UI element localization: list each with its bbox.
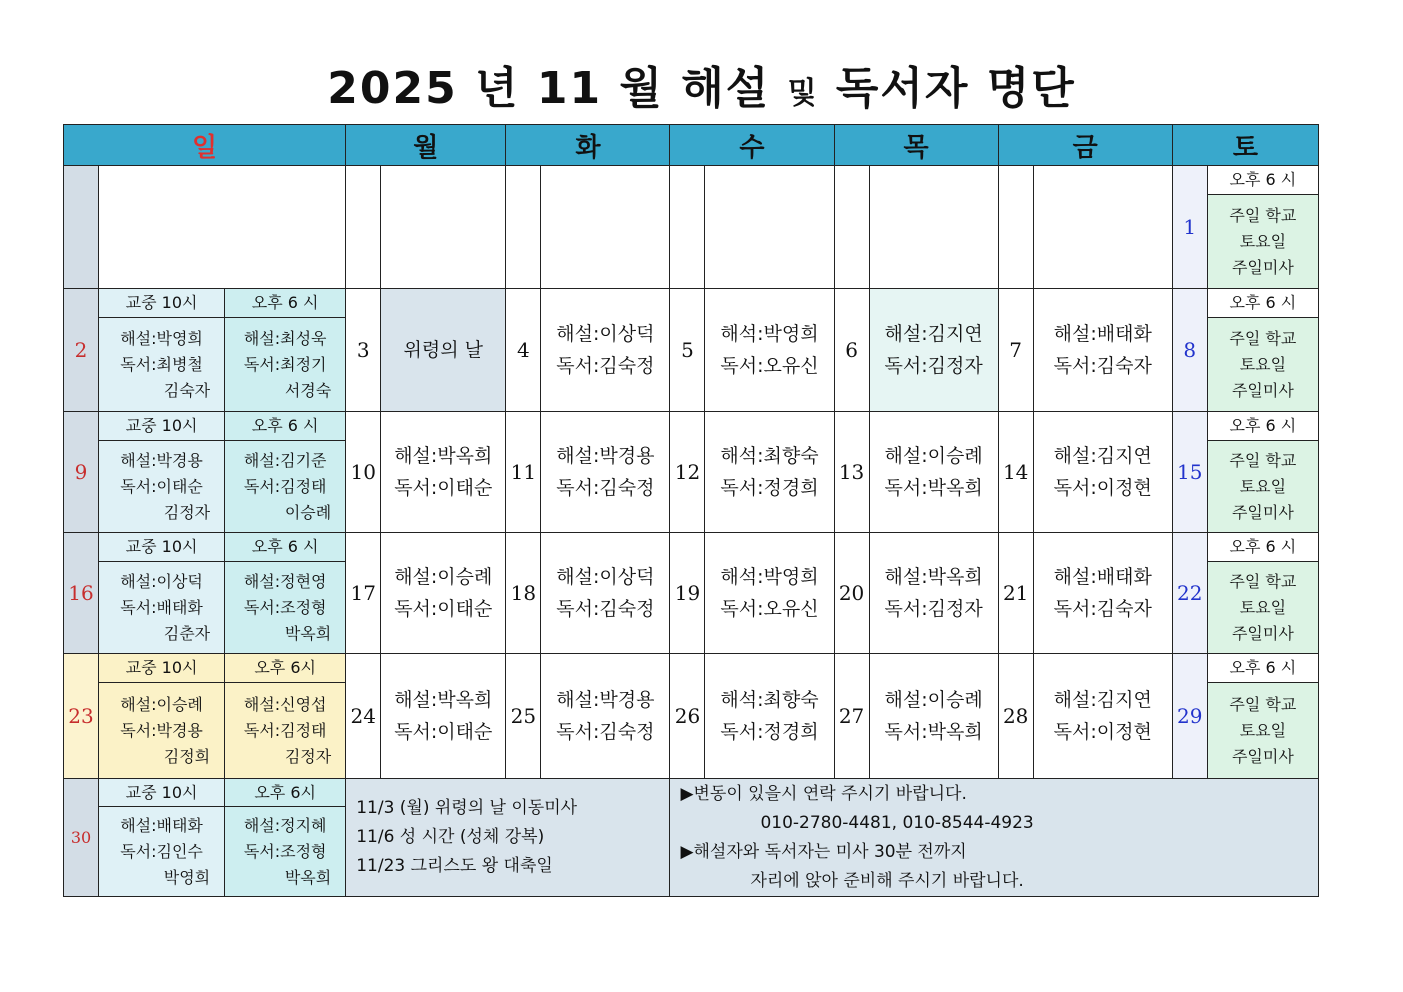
day-number: 17 — [346, 533, 381, 654]
day-entry: 해설:김지연 독서:이정현 — [1033, 412, 1172, 533]
sun-morning-head: 교중 10시 — [99, 779, 225, 807]
day-number: 26 — [670, 654, 705, 779]
day-number: 6 — [834, 289, 869, 412]
sun-morning-entry: 해설:이승례 독서:박경용 김정희 — [99, 683, 225, 779]
sun-morning-head: 교중 10시 — [99, 289, 225, 318]
day-entry: 해설:이승례 독서:박옥희 — [869, 412, 998, 533]
events-box: 11/3 (월) 위령의 날 이동미사 11/6 성 시간 (성체 강복) 11/23 그리스도 왕 대축일 — [346, 779, 670, 897]
day-entry: 해석:최향숙 독서:정경희 — [705, 654, 834, 779]
empty-day-num — [506, 166, 541, 289]
week-row — [64, 412, 1319, 441]
day-number: 7 — [998, 289, 1033, 412]
sun-evening-head: 오후 6 시 — [225, 533, 346, 562]
day-number: 13 — [834, 412, 869, 533]
week-row-1 — [64, 166, 1319, 195]
empty-day-num — [834, 166, 869, 289]
day-number: 28 — [998, 654, 1033, 779]
weekday-sat: 토 — [1172, 125, 1318, 166]
sun-morning-head: 교중 10시 — [99, 533, 225, 562]
sun-day-number: 23 — [64, 654, 99, 779]
day-entry: 해설:김지연 독서:김정자 — [869, 289, 998, 412]
day-entry: 해설:박옥희 독서:이태순 — [381, 654, 506, 779]
empty-day-num — [346, 166, 381, 289]
day-number: 18 — [506, 533, 541, 654]
weekday-fri: 금 — [998, 125, 1172, 166]
sun-evening-head: 오후 6 시 — [225, 412, 346, 441]
sun-day-number: 30 — [64, 779, 99, 897]
sun-day-number: 16 — [64, 533, 99, 654]
sun-morning-entry: 해설:이상덕 독서:배태화 김춘자 — [99, 562, 225, 654]
weekday-wed: 수 — [670, 125, 834, 166]
sun-morning-entry: 해설:박영희 독서:최병철 김숙자 — [99, 318, 225, 412]
day-number: 27 — [834, 654, 869, 779]
sun-morning-entry: 해설:박경용 독서:이태순 김정자 — [99, 441, 225, 533]
sun-evening-entry: 해설:최성욱 독서:최정기 서경숙 — [225, 318, 346, 412]
day-number: 3 — [346, 289, 381, 412]
day-number: 10 — [346, 412, 381, 533]
day-entry: 해석:박영희 독서:오유신 — [705, 289, 834, 412]
day-entry: 해석:최향숙 독서:정경희 — [705, 412, 834, 533]
sun-day-number: 9 — [64, 412, 99, 533]
sun-evening-entry: 해설:김기준 독서:김정태 이승례 — [225, 441, 346, 533]
day-entry: 해설:이상덕 독서:김숙정 — [541, 533, 670, 654]
empty-day-num — [670, 166, 705, 289]
empty-day-cell — [1033, 166, 1172, 289]
weeks-body — [64, 289, 1319, 779]
sat-mass-note: 주일 학교 토요일 주일미사 — [1207, 562, 1318, 654]
day-number: 11 — [506, 412, 541, 533]
day-entry: 해설:박옥희 독서:김정자 — [869, 533, 998, 654]
sat-time: 오후 6 시 — [1207, 533, 1318, 562]
notice-box: ▶변동이 있을시 연락 주시기 바랍니다. 010-2780-4481, 010-8544-4923 ▶해설자와 독서자는 미사 30분 전까지 자리에 앉아 준비해 주시기 바랍니다. — [670, 779, 1319, 897]
day-number: 5 — [670, 289, 705, 412]
empty-day-cell — [541, 166, 670, 289]
sun-morning-head: 교중 10시 — [99, 654, 225, 683]
sun-evening-entry: 해설:신영섭 독서:김정태 김정자 — [225, 683, 346, 779]
sat-day-number: 1 — [1172, 166, 1207, 289]
sat-day-number: 22 — [1172, 533, 1207, 654]
day-number: 25 — [506, 654, 541, 779]
day-number: 14 — [998, 412, 1033, 533]
sat-day-number: 15 — [1172, 412, 1207, 533]
day-entry: 해설:이승례 독서:박옥희 — [869, 654, 998, 779]
empty-day-cell — [381, 166, 506, 289]
week-row — [64, 654, 1319, 683]
day-entry: 해설:배태화 독서:김숙자 — [1033, 533, 1172, 654]
empty-sun-num — [64, 166, 99, 289]
weekday-tue: 화 — [506, 125, 670, 166]
empty-day-num — [998, 166, 1033, 289]
day-entry: 해설:이상덕 독서:김숙정 — [541, 289, 670, 412]
weekday-header-row — [64, 125, 1319, 166]
day-number: 20 — [834, 533, 869, 654]
sun-evening-head: 오후 6시 — [225, 779, 346, 807]
sat-mass-note: 주일 학교 토요일 주일미사 — [1207, 441, 1318, 533]
day-number: 19 — [670, 533, 705, 654]
day-entry: 해설:박경용 독서:김숙정 — [541, 412, 670, 533]
empty-day-cell — [869, 166, 998, 289]
sat-mass-note: 주일 학교 토요일 주일미사 — [1207, 195, 1318, 289]
day-number: 21 — [998, 533, 1033, 654]
sun-evening-entry: 해설:정지혜 독서:조정형 박옥희 — [225, 807, 346, 897]
sat-day-number: 8 — [1172, 289, 1207, 412]
sun-evening-entry: 해설:정현영 독서:조정형 박옥희 — [225, 562, 346, 654]
weekday-thu: 목 — [834, 125, 998, 166]
sun-evening-head: 오후 6 시 — [225, 289, 346, 318]
page-title: 2025 년 11 월 해설 및 독서자 명단 — [327, 63, 1076, 114]
sat-mass-note: 주일 학교 토요일 주일미사 — [1207, 683, 1318, 779]
sat-time: 오후 6 시 — [1207, 166, 1318, 195]
week-row-last — [64, 779, 1319, 807]
schedule-calendar — [63, 124, 1319, 897]
sat-time: 오후 6 시 — [1207, 412, 1318, 441]
week-row — [64, 289, 1319, 318]
day-entry: 해설:박경용 독서:김숙정 — [541, 654, 670, 779]
day-entry: 해설:박옥희 독서:이태순 — [381, 412, 506, 533]
sat-day-number: 29 — [1172, 654, 1207, 779]
sun-morning-head: 교중 10시 — [99, 412, 225, 441]
empty-sun-cell — [99, 166, 346, 289]
week-row — [64, 533, 1319, 562]
day-entry: 해설:배태화 독서:김숙자 — [1033, 289, 1172, 412]
sun-evening-head: 오후 6시 — [225, 654, 346, 683]
day-number: 24 — [346, 654, 381, 779]
day-entry: 위령의 날 — [381, 289, 506, 412]
sat-time: 오후 6 시 — [1207, 654, 1318, 683]
day-number: 4 — [506, 289, 541, 412]
sat-time: 오후 6 시 — [1207, 289, 1318, 318]
empty-day-cell — [705, 166, 834, 289]
weekday-sun: 일 — [64, 125, 346, 166]
day-number: 12 — [670, 412, 705, 533]
day-entry: 해설:김지연 독서:이정현 — [1033, 654, 1172, 779]
sun-morning-entry: 해설:배태화 독서:김인수 박영희 — [99, 807, 225, 897]
day-entry: 해설:이승례 독서:이태순 — [381, 533, 506, 654]
weekday-mon: 월 — [346, 125, 506, 166]
sun-day-number: 2 — [64, 289, 99, 412]
day-entry: 해석:박영희 독서:오유신 — [705, 533, 834, 654]
sat-mass-note: 주일 학교 토요일 주일미사 — [1207, 318, 1318, 412]
